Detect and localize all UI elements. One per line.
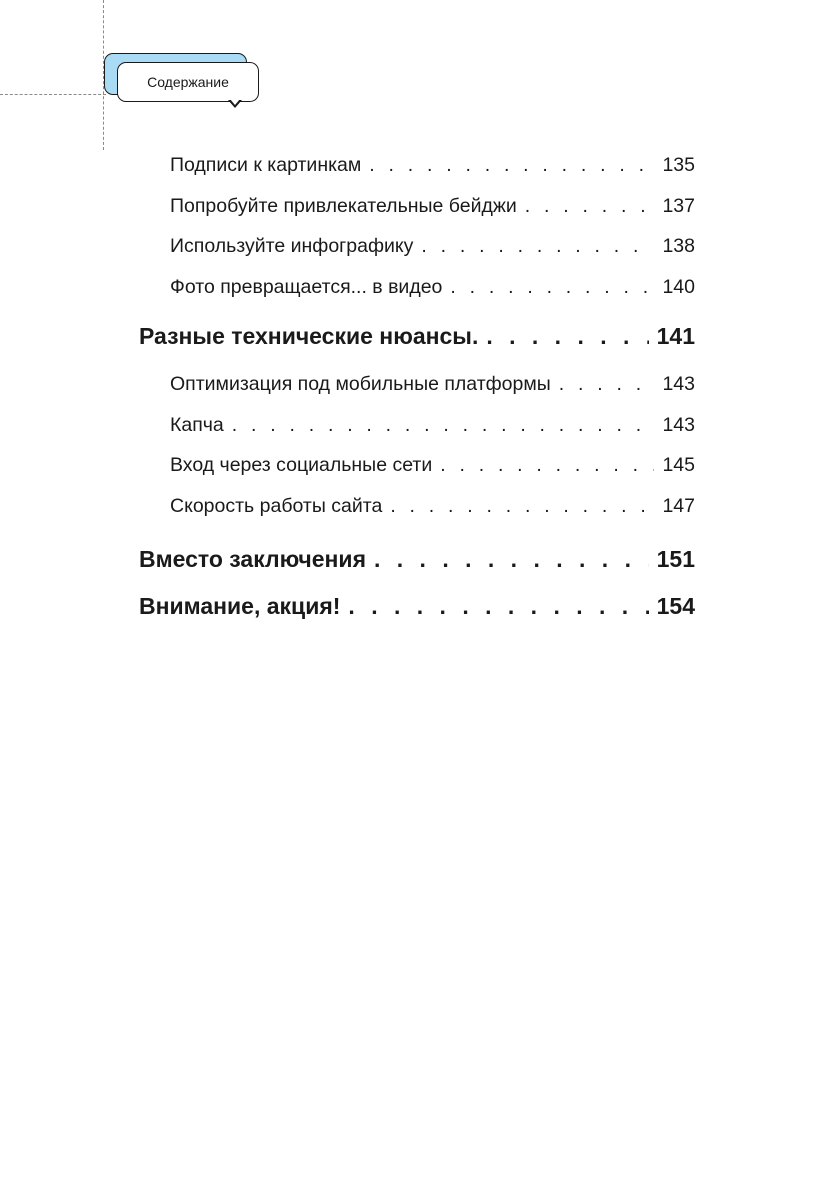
toc-dot-leader bbox=[390, 486, 654, 527]
toc-dot-leader bbox=[374, 536, 649, 583]
toc-entry-page: 138 bbox=[662, 235, 695, 257]
section-tab-label: Содержание bbox=[147, 74, 229, 90]
toc-dot-leader bbox=[369, 145, 654, 186]
toc-entry[interactable] bbox=[139, 486, 695, 527]
toc-entry[interactable] bbox=[139, 445, 695, 486]
toc-chapter[interactable] bbox=[139, 536, 695, 583]
toc-dot-leader bbox=[525, 186, 655, 227]
toc-chapter-page: 151 bbox=[656, 546, 695, 572]
toc-chapter[interactable] bbox=[139, 583, 695, 630]
toc-entry-title: Фото превращается... в видео bbox=[170, 275, 443, 298]
toc-dot-leader bbox=[348, 583, 648, 630]
toc-chapter-title: Внимание, акция! bbox=[139, 593, 341, 619]
toc-entry-title: Вход через социальные сети bbox=[170, 454, 433, 476]
toc-dot-leader bbox=[559, 364, 655, 405]
toc-entry-page: 143 bbox=[662, 413, 695, 436]
toc-entry-page: 145 bbox=[662, 454, 695, 476]
toc-dot-leader bbox=[440, 445, 654, 486]
toc-entry[interactable] bbox=[139, 226, 695, 267]
toc-entry-title: Скорость работы сайта bbox=[170, 494, 383, 517]
toc-entry-title: Оптимизация под мобильные платформы bbox=[170, 373, 551, 395]
toc-entry[interactable] bbox=[139, 145, 695, 186]
toc-entry-page: 147 bbox=[662, 494, 695, 517]
toc-entry-title: Капча bbox=[170, 413, 224, 436]
toc-entry[interactable] bbox=[139, 186, 695, 227]
toc-entry[interactable] bbox=[139, 405, 695, 446]
toc-entry[interactable] bbox=[139, 267, 695, 308]
toc-entry-page: 143 bbox=[662, 373, 695, 395]
toc-dot-leader bbox=[232, 405, 655, 446]
toc-chapter-title: Вместо заключения bbox=[139, 546, 366, 572]
toc-entry-title: Подписи к картинкам bbox=[170, 154, 362, 176]
toc-chapter-page: 141 bbox=[656, 323, 695, 349]
crop-mark-horizontal bbox=[0, 94, 106, 95]
section-tab-pointer bbox=[228, 100, 242, 108]
table-of-contents bbox=[139, 145, 695, 630]
toc-dot-leader bbox=[486, 313, 648, 360]
toc-entry-page: 137 bbox=[662, 194, 695, 217]
toc-entry-title: Используйте инфографику bbox=[170, 235, 414, 257]
toc-dot-leader bbox=[450, 267, 654, 308]
toc-entry[interactable] bbox=[139, 364, 695, 405]
toc-chapter-title: Разные технические нюансы. bbox=[139, 323, 479, 349]
toc-dot-leader bbox=[421, 226, 654, 267]
section-tab bbox=[117, 62, 259, 102]
toc-entry-page: 135 bbox=[662, 154, 695, 176]
toc-chapter-page: 154 bbox=[656, 593, 695, 619]
toc-chapter[interactable] bbox=[139, 313, 695, 360]
toc-entry-page: 140 bbox=[662, 275, 695, 298]
toc-entry-title: Попробуйте привлекательные бейджи bbox=[170, 194, 517, 217]
